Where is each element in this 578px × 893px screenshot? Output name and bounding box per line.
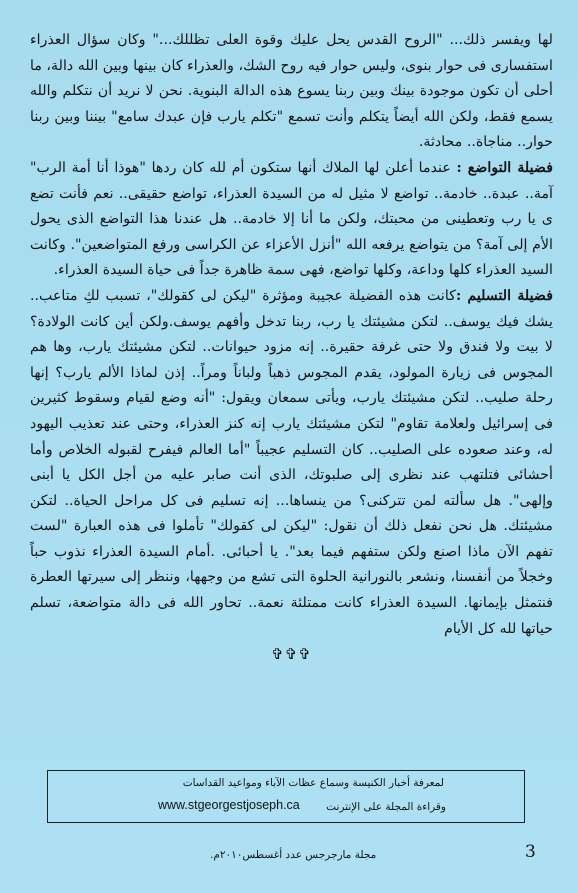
paragraph-submission xyxy=(30,284,553,642)
paragraph-intro xyxy=(30,28,553,156)
info-text-news: لمعرفة أخبار الكنيسة وسماع عظات الآباء ومواعيد القداسات xyxy=(182,777,444,789)
section-heading-submission: فضيلة التسليم : xyxy=(455,287,553,304)
article-body xyxy=(30,28,553,664)
crosses-ornament: ✞✞✞ xyxy=(271,645,312,664)
info-text-read-online: وقراءة المجلة على الإنترنت xyxy=(326,801,446,813)
page-number: 3 xyxy=(525,842,536,862)
section-heading-humility: فضيلة التواضع : xyxy=(456,159,553,176)
paragraph-humility xyxy=(30,156,553,284)
magazine-issue-footer: مجلة مارجرجس عدد أغسطس٢٠١٠م. xyxy=(210,849,377,861)
website-info-box xyxy=(47,770,525,823)
paragraph-text: لها ويفسر ذلك... "الروح القدس يحل عليك وقوة العلى تظللك..." وكان سؤال العذراء استفسارى فى حوار بنوى، وليس حوار فيه روح الشك، والعذراء كان بينها وبين الله دالة، ما أحلى أن تكون موجودة بينك وبين ربنا يسوع هذه الدالة البنوية. نحن لا نريد أن نتكلم والله يسمع فقط، ولكن الله أيضاً يتكلم وأنت تسمع "تكلم يارب فإن عبدك سامع" بيننا وبين ربنا حوار.. مناجاة.. محادثة. xyxy=(30,32,553,151)
website-url: www.stgeorgestjoseph.ca xyxy=(158,798,300,812)
paragraph-text: عندما أعلن لها الملاك أنها ستكون أم لله كان ردها "هوذا أنا أمة الرب" آمة.. عبدة.. خادمة.. تواضع لا مثيل له من السيدة العذراء، تواضع حقيقى.. نعم فأنت تضع ى يا رب وتعطينى من محبتك، ولكن ما أنا إلا خادمة.. هل عندنا هذا التواضع الذى يحول الأم إلى آمة؟ من يتواضع يرفعه الله "أنزل الأعزاء عن الكراسى ورفع المتواضعين". وكانت السيد العذراء كلها وداعة، وكلها تواضع، فهى سمة ظاهرة جداً فى حياة السيدة العذراء. xyxy=(30,159,553,279)
paragraph-text: كانت هذه الفضيلة عجيبة ومؤثرة "ليكن لى كقولك"، تسبب لكِ متاعب.. يشك فيك يوسف.. لتكن مشيئتك يا رب، ربنا تدخل وأفهم يوسف.ولكن أين كانت الولادة؟ لا بيت ولا فندق ولا حتى غرفة حقيرة.. إنه مزود حيوانات.. لتكن مشيئتك يارب، وها هم المجوس فى زيارة المولود، يقدم المجوس ذهباً ولباناً ومراً.. إذن لماذا الألم يارب؟ إنها رحلة صليب.. لتكن مشيئتك يارب، ويأتى سمعان ويقول: "أنه وضع لقيام وسقوط كثيرين فى إسرائيل ولعلامة تقاوم" لتكن مشيئتك يارب إنه كنز العذراء، وحتى عند تعذيب اليهود له، وعند صعوده على الصليب.. كان التسليم عجيباً "أما العالم فيفرح لقبوله الخلاص وأما أحشائى فتلتهب عند نظرى إلى صلبوتك، الذى أنت صابر عليه من أجل الكل يا أبنى وإلهى". هل سألته لمن تتركنى؟ من ينساها... إنه تسليم فى كل مراحل الحياة.. لتكن مشيئتك. هل نحن نفعل ذلك أن نقول: "ليكن لى كقولك" تأملوا فى هذه العبارة "لست تفهم الآن ماذا اصنع ولكن ستفهم فيما بعد". يا أحبائى. .أمام السيدة العذراء نذوب حباً وخجلاً من أنفسنا، ونشعر بالنورانية الحلوة التى تشع من وجهها، وننظر إلى سيرتها العطرة فنتمثل بإيمانها. السيدة العذراء كانت ممتلئة نعمة.. تحاور الله فى دالة متواضعة، تسلم حياتها لله كل الأيام xyxy=(30,287,553,637)
